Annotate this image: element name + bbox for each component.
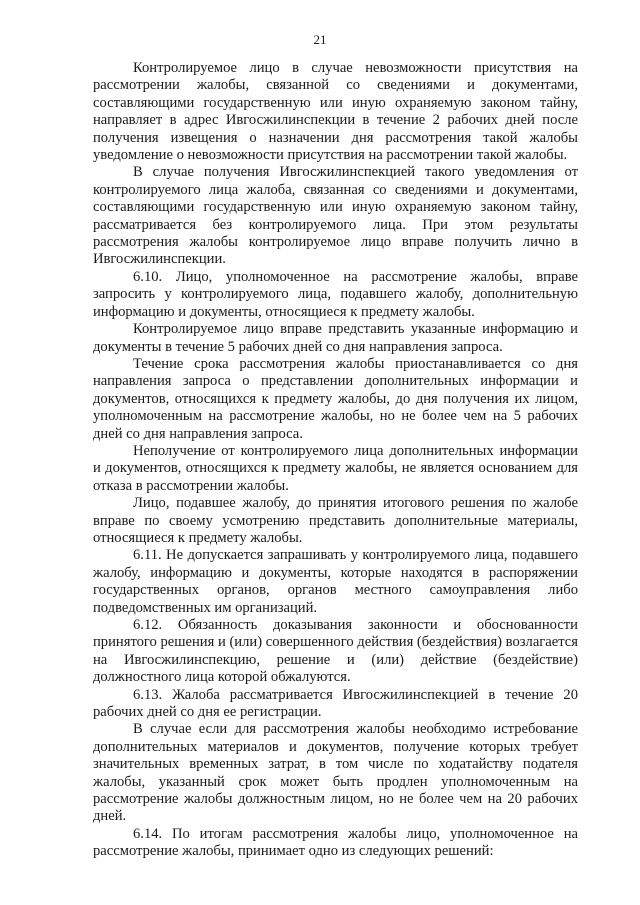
paragraph-6-11: 6.11. Не допускается запрашивать у контролируемого лица, подавшего жалобу, информацию и документы, которые находятся в распоряжении государственных органов, органов местного самоуправления либо подведомственных им организаций.: [93, 547, 578, 616]
page-number: 21: [313, 32, 327, 47]
paragraph-non-receipt: Неполучение от контролируемого лица дополнительных информации и документов, относящихся к предмету жалобы, не является основанием для отказа в рассмотрении жалобы.: [93, 442, 578, 494]
paragraph-term-extension: В случае если для рассмотрения жалобы необходимо истребование дополнительных материалов и документов, получение которых требует значительных временных затрат, в том числе по ходатайству подателя жалобы, указанный срок может быть продлен уполномоченным на рассмотрение жалобы должностным лицом, но не более чем на 20 рабочих дней.: [93, 721, 578, 825]
paragraph-6-13: 6.13. Жалоба рассматривается Ивгосжилинспекцией в течение 20 рабочих дней со дня ее регистрации.: [93, 686, 578, 721]
paragraph-submission-term: Контролируемое лицо вправе представить указанные информацию и документы в течение 5 рабочих дней со дня направления запроса.: [93, 321, 578, 355]
paragraph-representative-absence: Контролируемое лицо в случае невозможности присутствия на рассмотрении жалобы, связанной со сведениями и документами, составляющими государственную или иную охраняемую законом тайну, направляет в адрес Ивгосжилинспекции в течение 2 рабочих дней после получения извещения о назначении дня рассмотрения такой жалобы уведомление о невозможности присутствия на рассмотрении такой жалобы.: [93, 60, 578, 164]
paragraph-additional-materials: Лицо, подавшее жалобу, до принятия итогового решения по жалобе вправе по своему усмотрению представить дополнительные материалы, относящиеся к предмету жалобы.: [93, 495, 578, 546]
paragraph-6-14: 6.14. По итогам рассмотрения жалобы лицо, уполномоченное на рассмотрение жалобы, принимает одно из следующих решений:: [93, 825, 578, 860]
paragraph-6-10: 6.10. Лицо, уполномоченное на рассмотрение жалобы, вправе запросить у контролируемого лица, подавшего жалобу, дополнительную информацию и документы, относящиеся к предмету жалобы.: [93, 268, 578, 320]
paragraph-term-suspension: Течение срока рассмотрения жалобы приостанавливается со дня направления запроса о представлении дополнительных информации и документов, относящихся к предмету жалобы, до дня получения их лицом, уполномоченным на рассмотрение жалобы, но не более чем на 5 рабочих дней со дня направления запроса.: [93, 355, 578, 442]
body-text: [93, 60, 578, 861]
paragraph-notice-received: В случае получения Ивгосжилинспекцией такого уведомления от контролируемого лица жалоба, связанная со сведениями и документами, составляющими государственную или иную охраняемую законом тайну, рассматривается без контролируемого лица. При этом результаты рассмотрения жалобы контролируемое лицо вправе получить лично в Ивгосжилинспекции.: [93, 164, 578, 268]
paragraph-6-12: 6.12. Обязанность доказывания законности и обоснованности принятого решения и (или) совершенного действия (бездействия) возлагается на Ивгосжилинспекцию, решение и (или) действие (бездействие) должностного лица которой обжалуются.: [93, 617, 578, 686]
